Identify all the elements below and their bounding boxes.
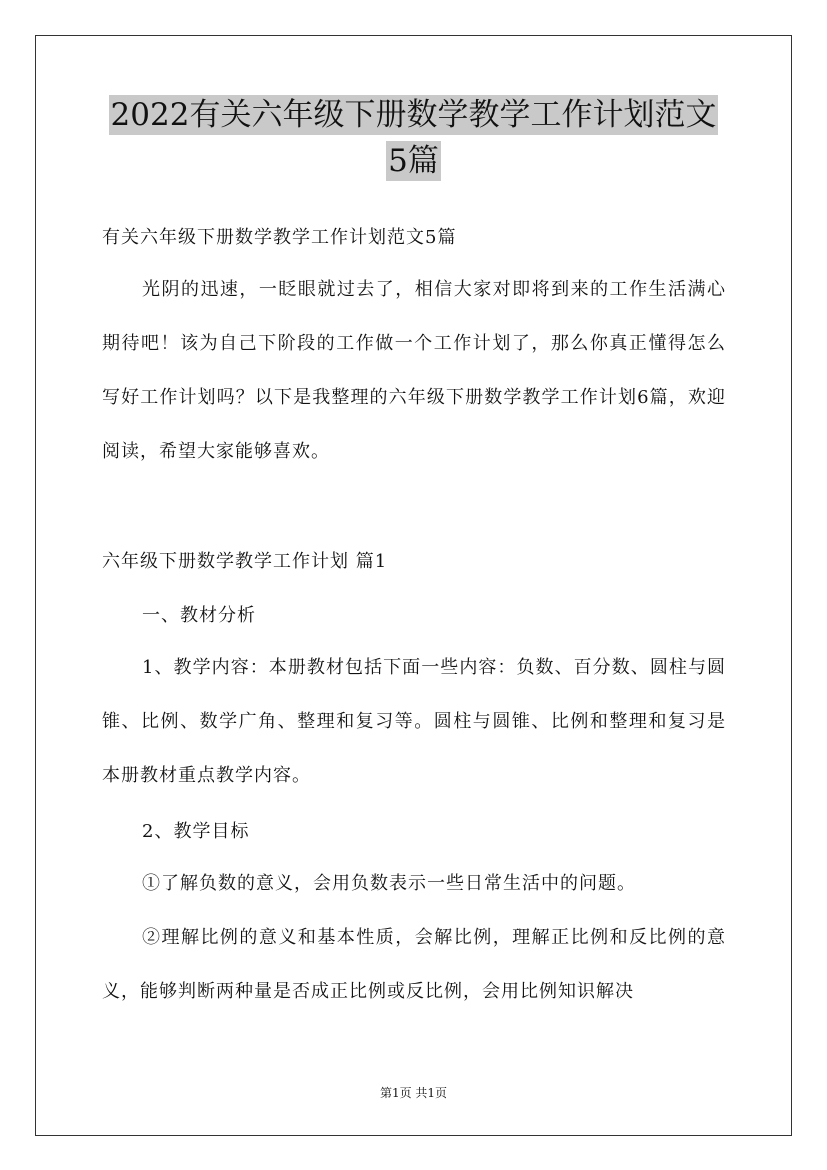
document-subtitle: 有关六年级下册数学教学工作计划范文5篇 (102, 227, 457, 248)
teaching-content-paragraph: 1、教学内容：本册教材包括下面一些内容：负数、百分数、圆柱与圆锥、比例、数学广角、整理和复习等。圆柱与圆锥、比例和整理和复习是本册教材重点教学内容。 (102, 657, 726, 786)
document-title (100, 92, 727, 184)
goal-item-2: ②理解比例的意义和基本性质，会解比例，理解正比例和反比例的意义，能够判断两种量是否成正比例或反比例，会用比例知识解决 (102, 927, 726, 1002)
heading-teaching-material-analysis: 一、教材分析 (142, 605, 256, 626)
section-title: 六年级下册数学教学工作计划 篇1 (102, 551, 388, 572)
title-highlight: 2022有关六年级下册数学教学工作计划范文5篇 (110, 97, 717, 179)
goal-item-1: ①了解负数的意义，会用负数表示一些日常生活中的问题。 (142, 873, 636, 894)
heading-teaching-goals: 2、教学目标 (142, 821, 250, 842)
intro-paragraph: 光阴的迅速，一眨眼就过去了，相信大家对即将到来的工作生活满心期待吧！该为自己下阶段的工作做一个工作计划了，那么你真正懂得怎么写好工作计划吗？以下是我整理的六年级下册数学教学工作计划6篇，欢迎阅读，希望大家能够喜欢。 (102, 279, 726, 462)
page-footer: 第1页 共1页 (379, 1086, 448, 1100)
